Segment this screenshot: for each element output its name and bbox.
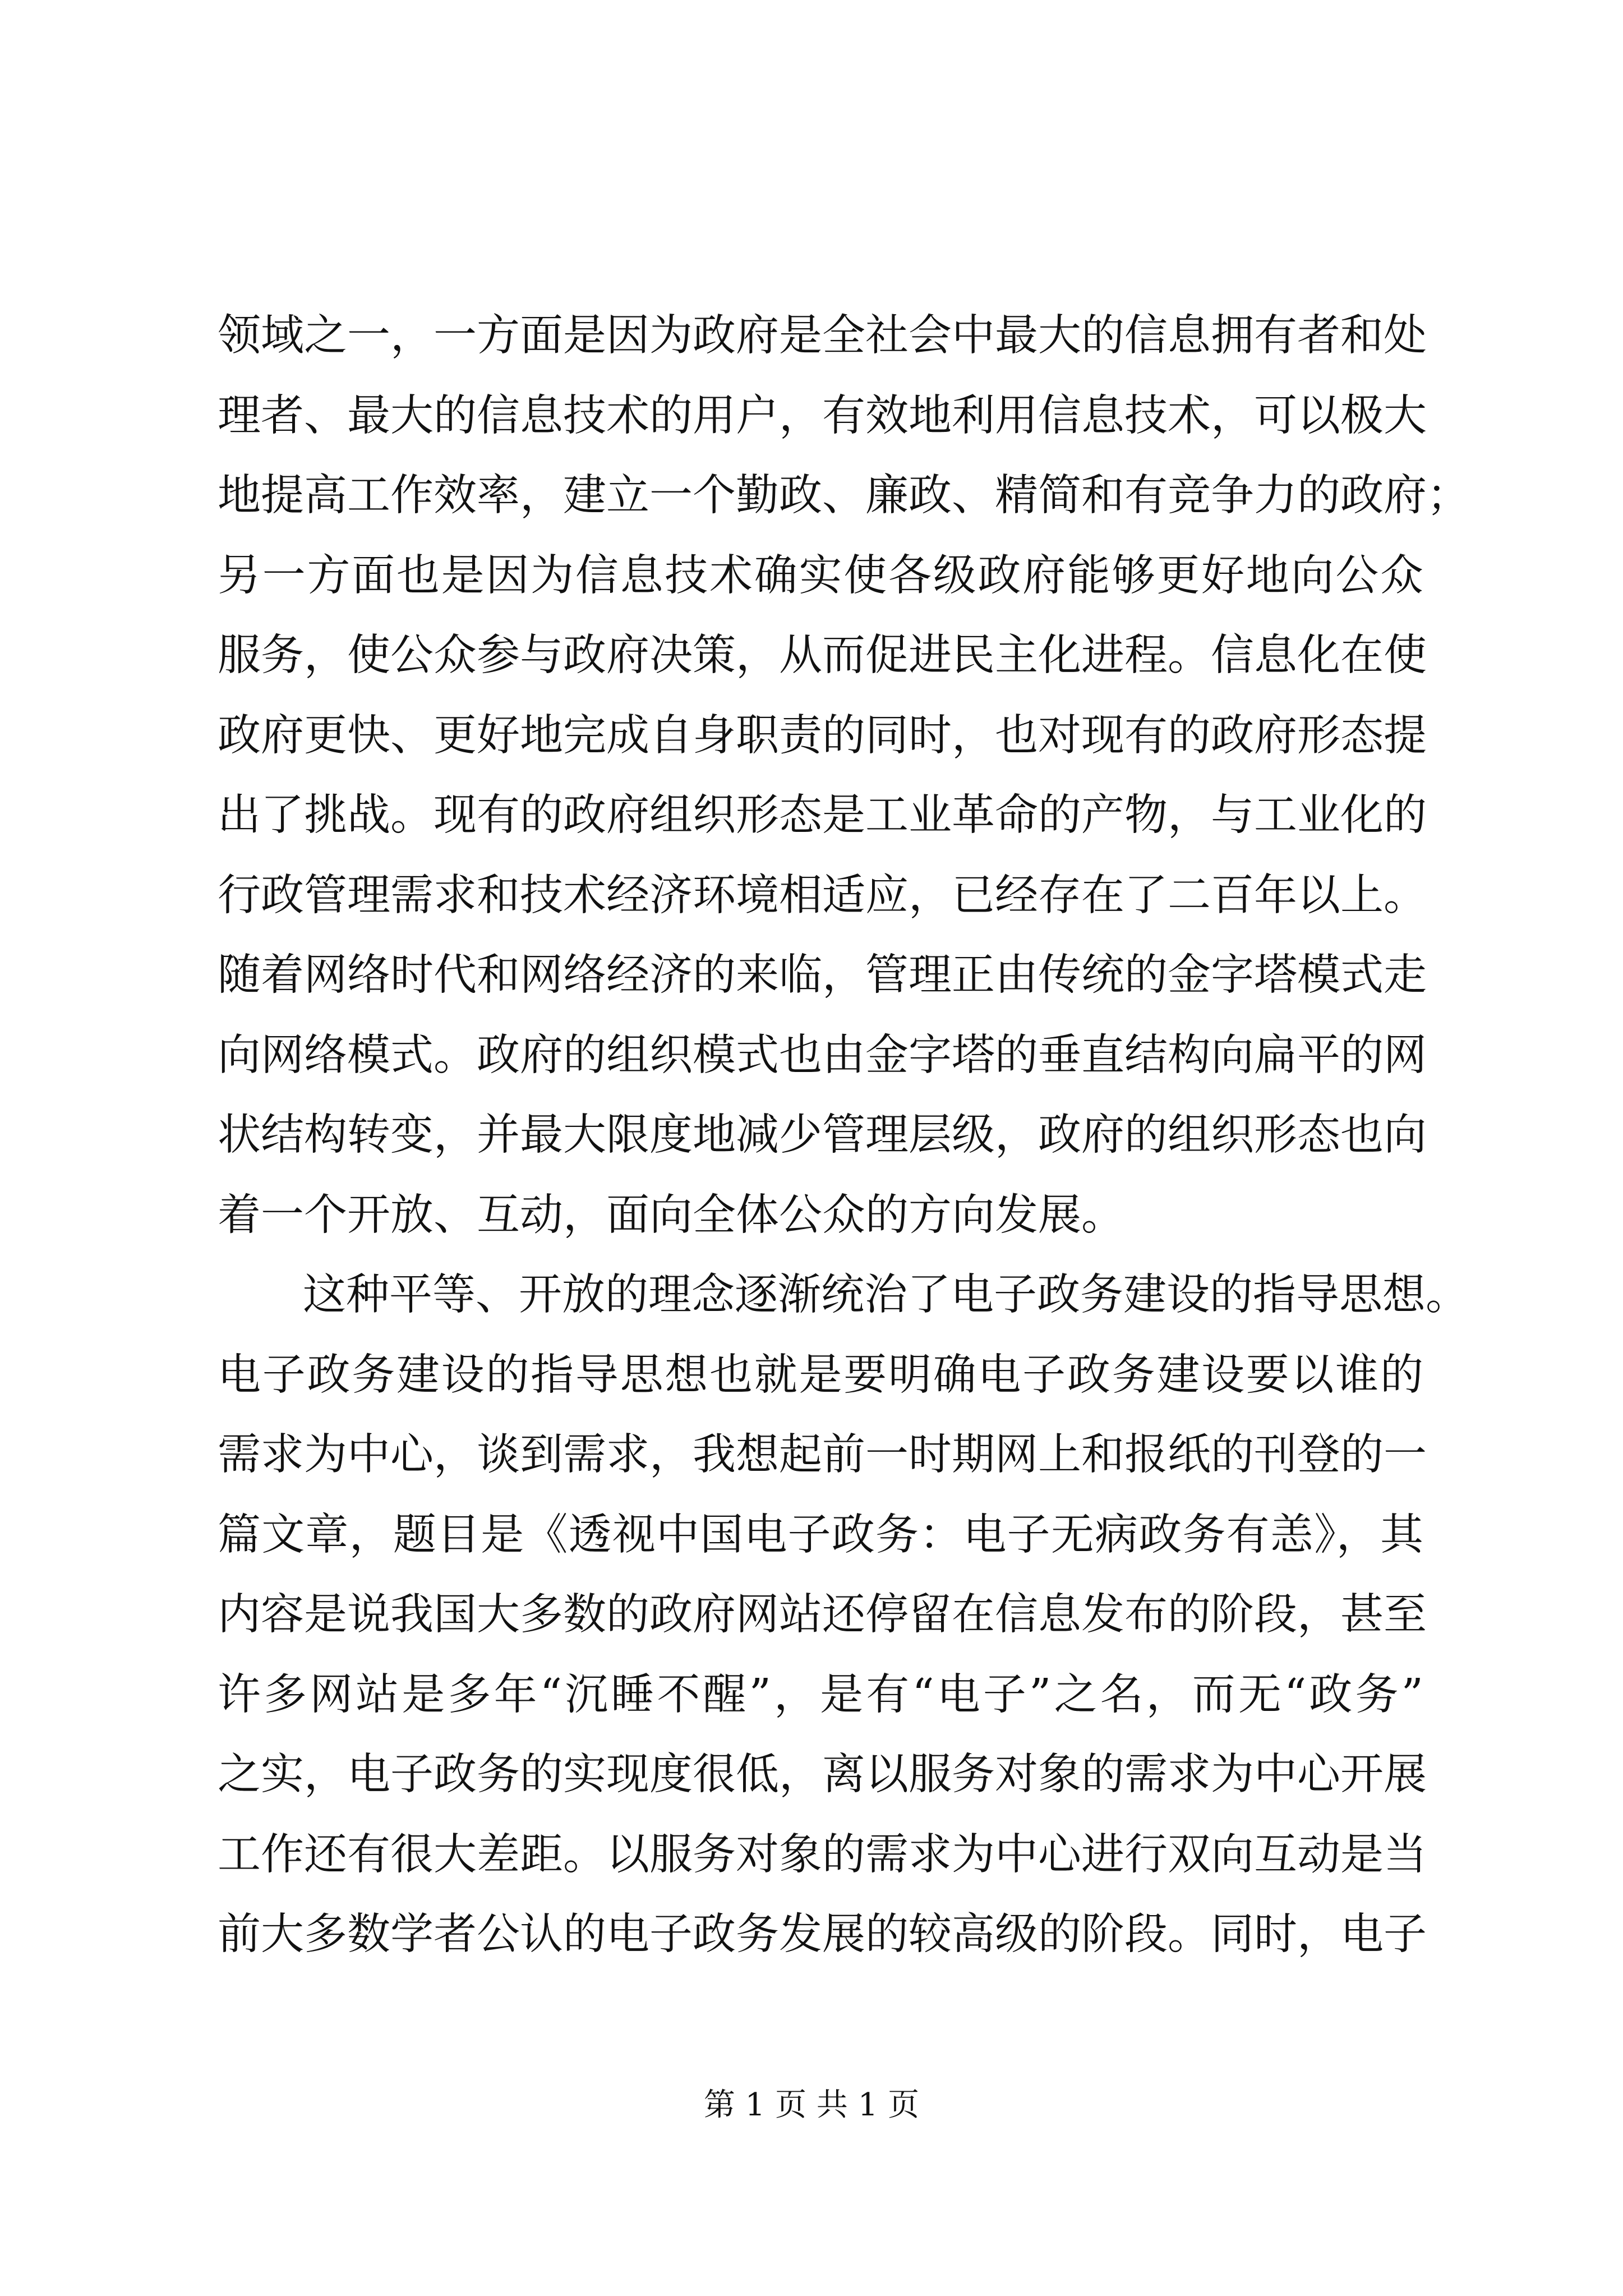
text-line: 工作还有很大差距。以服务对象的需求为中心进行双向互动是当	[218, 1829, 1427, 1880]
text-line: 理者、最大的信息技术的用户，有效地利用信息技术，可以极大	[218, 390, 1427, 441]
text-line: 向网络模式。政府的组织模式也由金字塔的垂直结构向扁平的网	[218, 1030, 1427, 1080]
text-line: 电子政务建设的指导思想也就是要明确电子政务建设要以谁的	[218, 1350, 1423, 1400]
text-line: 状结构转变，并最大限度地减少管理层级，政府的组织形态也向	[218, 1110, 1427, 1160]
paragraph-end-line: 着一个开放、互动，面向全体公众的方向发展。	[218, 1190, 1124, 1240]
text-line: 前大多数学者公认的电子政务发展的较高级的阶段。同时，电子	[218, 1910, 1427, 1959]
paragraph-start-line: 这种平等、开放的理念逐渐统治了电子政务建设的指导思想。	[303, 1270, 1469, 1320]
text-line: 许多网站是多年“沉睡不醒”，是有“电子”之名，而无“政务”	[218, 1669, 1423, 1720]
text-line: 政府更快、更好地完成自身职责的同时，也对现有的政府形态提	[218, 710, 1427, 761]
page-footer: 第 1 页 共 1 页	[703, 2087, 920, 2123]
text-line: 篇文章，题目是《透视中国电子政务：电子无病政务有恙》，其	[218, 1510, 1423, 1560]
text-line: 服务，使公众参与政府决策，从而促进民主化进程。信息化在使	[218, 631, 1427, 680]
text-line: 随着网络时代和网络经济的来临，管理正由传统的金字塔模式走	[218, 950, 1427, 1000]
text-line: 地提高工作效率，建立一个勤政、廉政、精简和有竞争力的政府；	[218, 471, 1470, 521]
text-line: 领域之一，一方面是因为政府是全社会中最大的信息拥有者和处	[218, 311, 1427, 361]
text-line: 另一方面也是因为信息技术确实使各级政府能够更好地向公众	[218, 550, 1423, 601]
text-line: 内容是说我国大多数的政府网站还停留在信息发布的阶段，甚至	[218, 1590, 1427, 1640]
text-line: 之实，电子政务的实现度很低，离以服务对象的需求为中心开展	[218, 1750, 1427, 1800]
body-text	[218, 296, 1470, 1975]
text-line: 需求为中心，谈到需求，我想起前一时期网上和报纸的刊登的一	[218, 1430, 1427, 1480]
text-line: 出了挑战。现有的政府组织形态是工业革命的产物，与工业化的	[218, 790, 1427, 840]
text-line: 行政管理需求和技术经济环境相适应，已经存在了二百年以上。	[218, 870, 1427, 921]
